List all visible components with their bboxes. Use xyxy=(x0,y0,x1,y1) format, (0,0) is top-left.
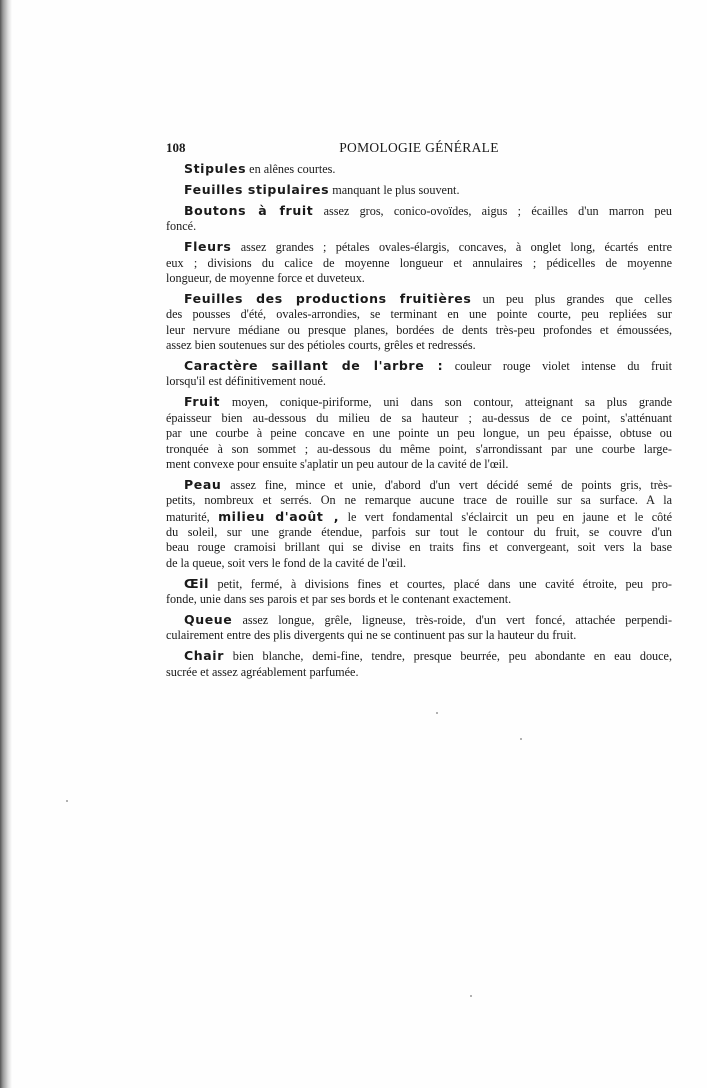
text-line xyxy=(166,509,672,525)
paragraph xyxy=(166,576,672,608)
line-text: foncé. xyxy=(166,219,197,234)
line-text: des pousses d'été, ovales-arrondies, se terminant en une pointe courte, peu repliées sur xyxy=(166,307,672,322)
line-text: assez fine, mince et unie, d'abord d'un vert décidé semé de points gris, très- xyxy=(230,477,673,492)
paragraph-term: Fleurs xyxy=(184,239,232,255)
paragraph-term: Peau xyxy=(184,476,222,492)
inline-text: maturité, xyxy=(166,509,210,524)
paragraph xyxy=(166,239,672,286)
text-line xyxy=(166,592,672,607)
paragraph-term: Fruit xyxy=(184,394,221,410)
paragraph xyxy=(166,161,672,177)
paragraph xyxy=(166,612,672,644)
line-text: lorsqu'il est définitivement noué. xyxy=(166,374,326,389)
line-text: du soleil, sur une grande étendue, parfois sur tout le contour du fruit, se couvre d'un xyxy=(166,525,672,540)
line-text: petit, fermé, à divisions fines et courtes, placé dans une cavité étroite, peu pro- xyxy=(217,576,672,591)
text-line xyxy=(166,665,672,680)
line-text: bien blanche, demi-fine, tendre, presque beurrée, peu abondante en eau douce, xyxy=(232,649,673,664)
scan-speck xyxy=(470,995,472,997)
text-line xyxy=(166,556,672,571)
emphasis-text: milieu d'août , xyxy=(218,508,340,524)
text-line xyxy=(166,182,672,198)
page-body xyxy=(166,161,672,685)
paragraph xyxy=(166,648,672,680)
paragraph-term: Feuilles stipulaires xyxy=(184,181,330,197)
line-text: par une courbe à peine concave en une pointe un peu longue, un peu épaisse, obtuse ou xyxy=(166,426,672,441)
line-text: en alênes courtes. xyxy=(249,162,336,176)
text-line xyxy=(166,628,672,643)
text-line xyxy=(166,493,672,508)
text-line xyxy=(166,239,672,255)
text-line xyxy=(166,442,672,457)
text-line xyxy=(166,426,672,441)
line-text: de la queue, soit vers le fond de la cavité de l'œil. xyxy=(166,555,407,570)
paragraph xyxy=(166,358,672,390)
line-text: longueur, de moyenne force et duveteux. xyxy=(166,270,365,285)
text-line xyxy=(166,271,672,286)
line-text: assez grandes ; pétales ovales-élargis, concaves, à onglet long, écartés entre xyxy=(240,240,672,255)
scan-speck xyxy=(436,712,438,714)
line-text: moyen, conique-piriforme, uni dans son contour, atteignant sa plus grande xyxy=(231,395,673,410)
text-line xyxy=(166,457,672,472)
text-line xyxy=(166,256,672,271)
line-text: culairement entre des plis divergents qui ne se continuent pas sur la hauteur du fruit. xyxy=(166,628,577,643)
line-text: un peu plus grandes que celles xyxy=(482,291,672,306)
paragraph xyxy=(166,291,672,354)
text-line xyxy=(166,203,672,219)
text-line xyxy=(166,648,672,664)
paragraph-term: Chair xyxy=(184,648,224,664)
line-text: beau rouge cramoisi brillant qui se divise en traits fins et convergeant, soit vers la base xyxy=(166,540,672,555)
text-line xyxy=(166,394,672,410)
paragraph xyxy=(166,477,672,571)
text-line xyxy=(166,477,672,493)
line-text: épaisseur bien au-dessous du milieu de sa hauteur ; au-dessus de ce point, s'atténuant xyxy=(166,410,672,425)
line-text: petits, nombreux et serrés. On ne remarque aucune trace de rouille sur sa surface. A la xyxy=(166,493,672,508)
line-text: fonde, unie dans ses parois et par ses bords et le contenant exactement. xyxy=(166,592,512,607)
text-line xyxy=(166,291,672,307)
line-text: assez gros, conico-ovoïdes, aigus ; écailles d'un marron peu xyxy=(323,203,672,218)
scan-speck xyxy=(66,800,68,802)
text-line xyxy=(166,161,672,177)
scan-edge xyxy=(0,0,12,1088)
line-text: assez bien soutenues sur des pétioles courts, grêles et redressés. xyxy=(166,338,476,353)
text-line xyxy=(166,540,672,555)
running-title: POMOLOGIE GÉNÉRALE xyxy=(339,140,499,155)
paragraph-term: Queue xyxy=(184,612,233,628)
text-line xyxy=(166,576,672,592)
text-line xyxy=(166,525,672,540)
text-line xyxy=(166,411,672,426)
paragraph-term: Feuilles des productions fruitières xyxy=(184,290,472,306)
text-line xyxy=(166,338,672,353)
paragraph xyxy=(166,182,672,198)
text-line xyxy=(166,374,672,389)
line-text: eux ; divisions du calice de moyenne longueur et annulaires ; pédicelles de moyenne xyxy=(166,255,672,270)
text-line xyxy=(166,219,672,234)
line-text: manquant le plus souvent. xyxy=(332,182,460,197)
line-text: leur nervure médiane ou presque planes, bordées de dents très-peu profondes et émoussées, xyxy=(166,322,672,337)
line-text: sucrée et assez agréablement parfumée. xyxy=(166,664,359,679)
text-line xyxy=(166,307,672,322)
line-text: le vert fondamental s'éclaircit un peu en jaune et le côté xyxy=(347,509,672,524)
paragraph-term: Caractère saillant de l'arbre : xyxy=(184,357,444,373)
page-header xyxy=(166,140,672,158)
line-text: couleur rouge violet intense du fruit xyxy=(454,358,672,373)
text-line xyxy=(166,323,672,338)
text-line xyxy=(166,358,672,374)
paragraph-term: Boutons à fruit xyxy=(184,202,314,218)
paragraph xyxy=(166,203,672,235)
paragraph xyxy=(166,394,672,472)
text-line xyxy=(166,612,672,628)
line-text: tronquée à son sommet ; au-dessous du même point, s'arrondissant par une courbe large- xyxy=(166,441,672,456)
scan-speck xyxy=(520,738,522,740)
paragraph-term: Stipules xyxy=(184,161,247,176)
page-number: 108 xyxy=(166,140,186,155)
paragraph-term: Œil xyxy=(184,575,209,591)
line-text: ment convexe pour ensuite s'aplatir un peu autour de la cavité de l'œil. xyxy=(166,456,509,471)
line-text: assez longue, grêle, ligneuse, très-roide, d'un vert foncé, attachée perpendi- xyxy=(242,613,673,628)
